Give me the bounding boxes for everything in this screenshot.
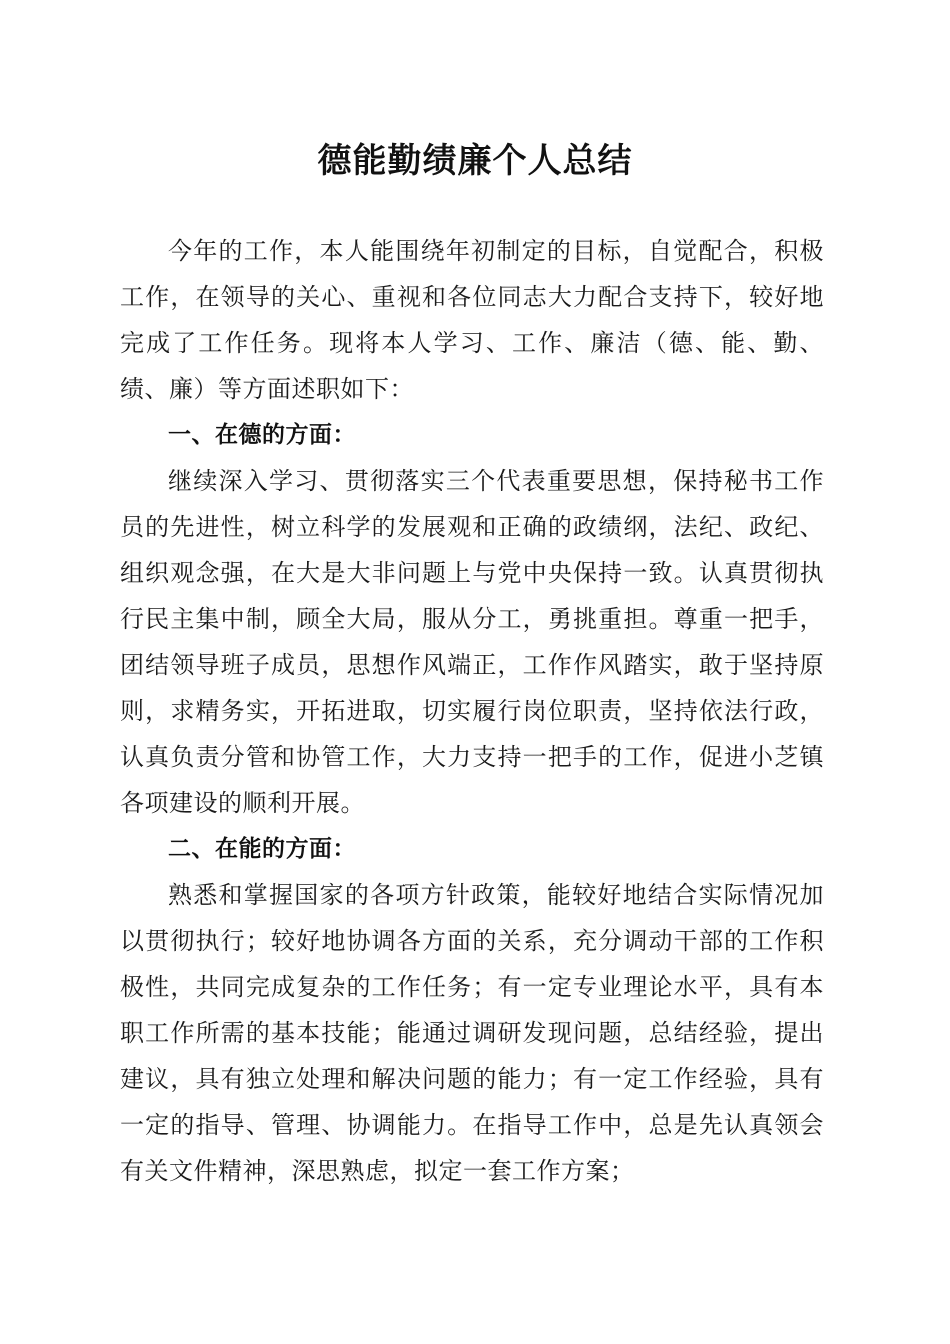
section-heading-morality: 一、在德的方面： [168,422,356,448]
document-body [120,228,824,1194]
document-title: 德能勤绩廉个人总结 [317,141,633,181]
section-heading-ability: 二、在能的方面： [168,836,356,862]
intro-paragraph: 今年的工作，本人能围绕年初制定的目标，自觉配合，积极工作，在领导的关心、重视和各位同志大力配合支持下，较好地完成了工作任务。现将本人学习、工作、廉洁（德、能、勤、绩、廉）等方面述职如下： [120,237,824,403]
section-body-ability: 熟悉和掌握国家的各项方针政策，能较好地结合实际情况加以贯彻执行；较好地协调各方面的关系，充分调动干部的工作积极性，共同完成复杂的工作任务；有一定专业理论水平，具有本职工作所需的基本技能；能通过调研发现问题，总结经验，提出建议，具有独立处理和解决问题的能力；有一定工作经验，具有一定的指导、管理、协调能力。在指导工作中，总是先认真领会有关文件精神，深思熟虑，拟定一套工作方案； [120,881,824,1185]
section-body-morality: 继续深入学习、贯彻落实三个代表重要思想，保持秘书工作员的先进性，树立科学的发展观和正确的政绩纲，法纪、政纪、组织观念强，在大是大非问题上与党中央保持一致。认真贯彻执行民主集中制，顾全大局，服从分工，勇挑重担。尊重一把手，团结领导班子成员，思想作风端正，工作作风踏实，敢于坚持原则，求精务实，开拓进取，切实履行岗位职责，坚持依法行政，认真负责分管和协管工作，大力支持一把手的工作，促进小芝镇各项建设的顺利开展。 [120,467,824,817]
